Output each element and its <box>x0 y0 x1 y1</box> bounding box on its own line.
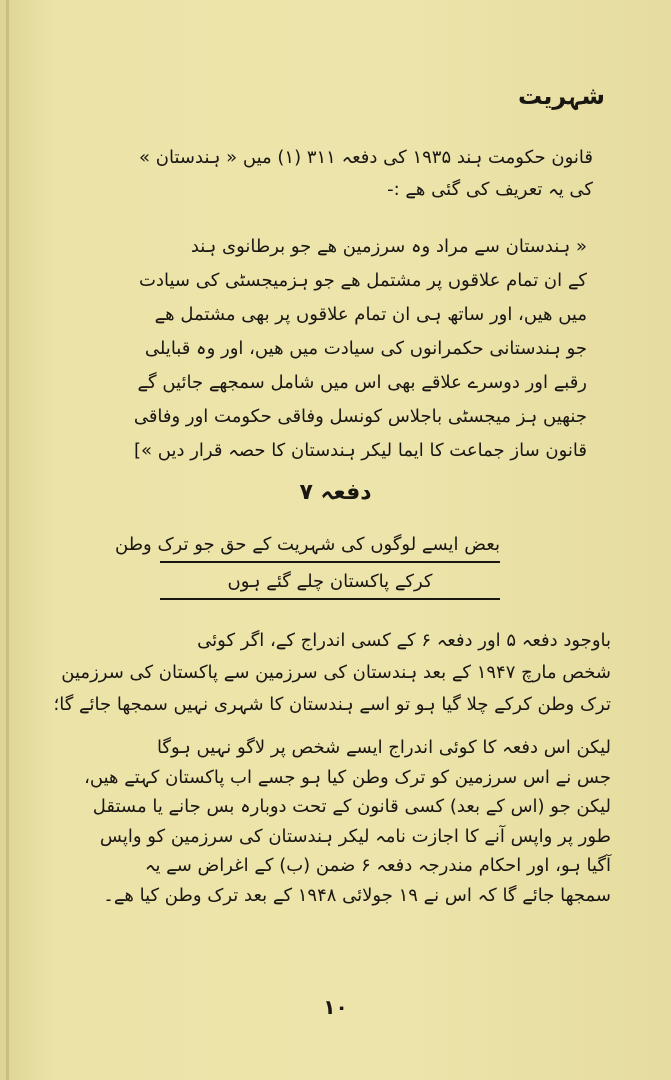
running-header: شہریت <box>517 82 605 110</box>
body-line: لیکن جو (اس کے بعد) کسی قانون کے تحت دوبارہ بس جانے یا مستقل <box>92 796 611 817</box>
intro-line: کی یہ تعریف کی گئی ھے :- <box>387 179 593 200</box>
section-title: دفعہ ۷ <box>299 480 372 505</box>
quote-line: قانون ساز جماعت کا ایما لیکر ہندستان کا حصہ قرار دیں »] <box>134 440 587 461</box>
body-line: جس نے اس سرزمین کو ترک وطن کیا ہو جسے اب پاکستان کہتے ھیں، <box>84 766 611 788</box>
quoted-definition <box>57 230 587 468</box>
intro-paragraph <box>33 142 593 206</box>
section-heading <box>115 530 500 600</box>
proviso-paragraph <box>31 733 611 910</box>
quote-line: کے ان تمام علاقوں پر مشتمل ھے جو ہزمیجسٹی کی سیادت <box>139 270 587 291</box>
quote-line: « ہندستان سے مراد وہ سرزمین ھے جو برطانوی ہند <box>190 236 587 257</box>
body-paragraph <box>31 625 611 721</box>
intro-line: قانون حکومت ہند ۱۹۳۵ کی دفعہ ۳۱۱ (۱) میں « ہندستان » <box>139 147 593 168</box>
body-line: آگیا ہو، اور احکام مندرجہ دفعہ ۶ ضمن (ب) کے اغراض سے یہ <box>144 855 611 876</box>
quote-line: رقبے اور دوسرے علاقے بھی اس میں شامل سمجھے جائیں گے <box>137 372 587 393</box>
quote-line: جنھیں ہز میجسٹی باجلاس کونسل وفاقی حکومت اور وفاقی <box>133 406 587 427</box>
quote-line: جو ہندستانی حکمرانوں کی سیادت میں ھیں، اور وہ قبایلی <box>144 338 587 359</box>
section-heading-line: کرکے پاکستان چلے گئے ہوں <box>160 567 500 600</box>
section-heading-line: بعض ایسے لوگوں کی شہریت کے حق جو ترک وطن <box>160 530 500 563</box>
body-line: ترک وطن کرکے چلا گیا ہو تو اسے ہندستان کا شہری نہیں سمجھا جائے گا؛ <box>53 694 611 715</box>
body-line: سمجھا جائے گا کہ اس نے ۱۹ جولائی ۱۹۴۸ کے بعد ترک وطن کیا ھے۔ <box>103 884 611 906</box>
page-number: ۱۰ <box>323 995 348 1019</box>
quote-line: میں ھیں، اور ساتھ ہی ان تمام علاقوں پر بھی مشتمل ھے <box>154 304 587 325</box>
body-line: طور پر واپس آنے کا اجازت نامہ لیکر ہندستان کی سرزمین کو واپس <box>99 825 611 847</box>
body-line: باوجود دفعہ ۵ اور دفعہ ۶ کے کسی اندراج کے، اگر کوئی <box>197 630 611 651</box>
body-line: شخص مارچ ۱۹۴۷ کے بعد ہندستان کی سرزمین سے پاکستان کی سرزمین <box>61 662 611 683</box>
body-line: لیکن اس دفعہ کا کوئی اندراج ایسے شخص پر لاگو نہیں ہوگا <box>156 737 611 758</box>
